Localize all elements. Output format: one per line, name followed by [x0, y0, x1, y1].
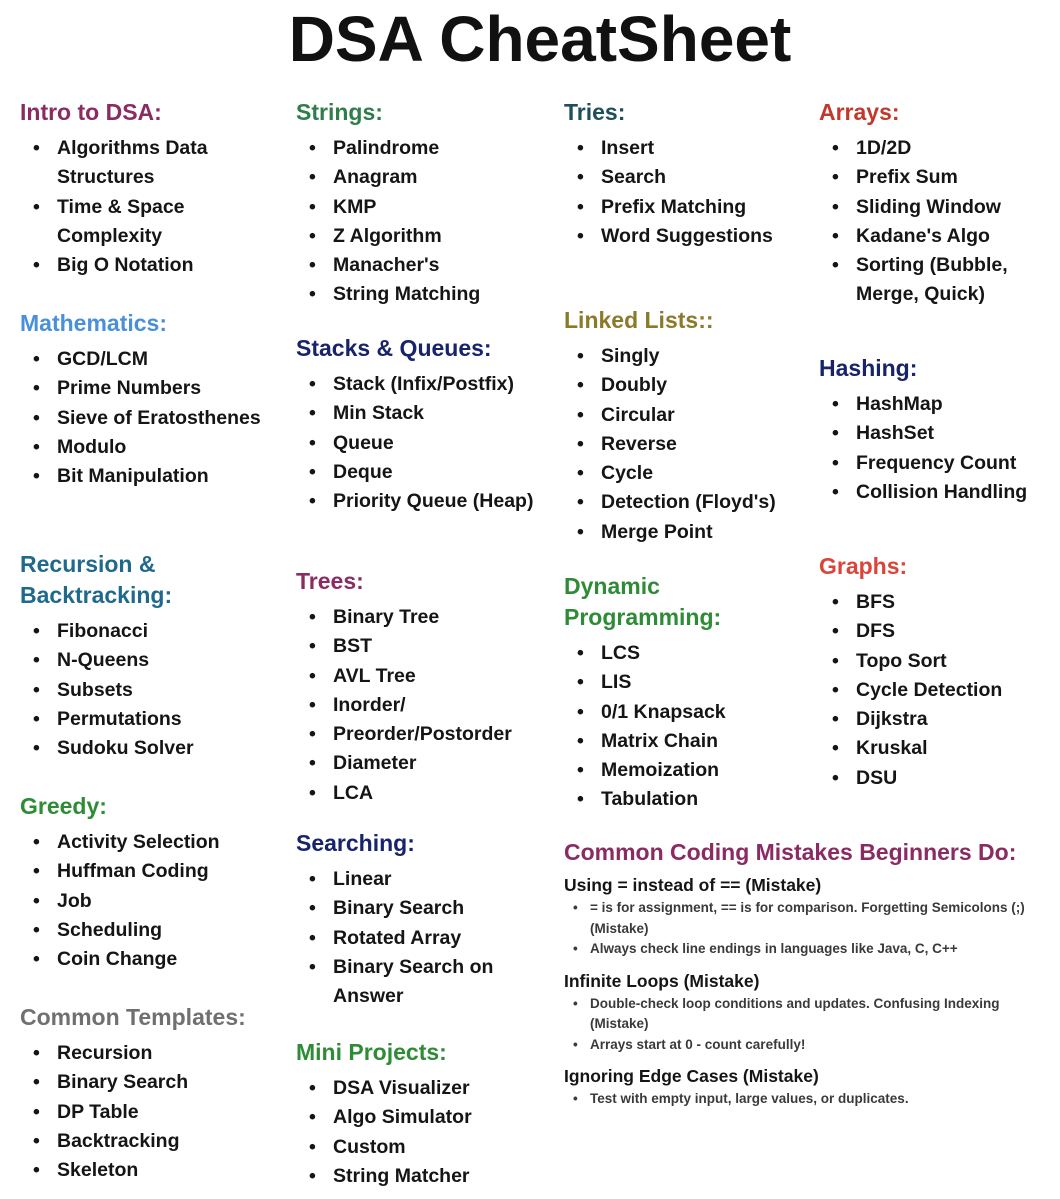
section-graphs	[819, 551, 1054, 793]
list-item: • Tabulation	[564, 785, 804, 814]
list-item: • Rotated Array	[296, 924, 541, 953]
list-item: • Sieve of Eratosthenes	[20, 404, 270, 433]
list-item: • Topo Sort	[819, 647, 1054, 676]
list-item: • Time & Space Complexity	[20, 193, 270, 252]
section-recursion	[20, 549, 270, 763]
list-item: • KMP	[296, 193, 551, 222]
list-item: • Big O Notation	[20, 251, 270, 280]
dp-heading: Dynamic Programming:	[564, 573, 722, 630]
list-item: • Backtracking	[20, 1127, 285, 1156]
list-item: • Priority Queue (Heap)	[296, 487, 551, 516]
section-strings	[296, 97, 551, 310]
mistake-points	[564, 1089, 1044, 1110]
list-item: • 0/1 Knapsack	[564, 698, 804, 727]
list-item: • Memoization	[564, 756, 804, 785]
mistake-title: Infinite Loops (Mistake)	[564, 970, 760, 991]
dp-list	[564, 639, 804, 815]
stacks-heading: Stacks & Queues:	[296, 335, 492, 361]
list-item: • Bit Manipulation	[20, 462, 270, 491]
list-item: • Manacher's	[296, 251, 551, 280]
greedy-heading: Greedy:	[20, 793, 107, 819]
mistake-point: • Arrays start at 0 - count carefully!	[564, 1035, 1044, 1056]
list-item: • Permutations	[20, 705, 270, 734]
list-item: • Insert	[564, 134, 794, 163]
list-item: • BST	[296, 632, 551, 661]
trees-list	[296, 603, 551, 808]
section-linked	[564, 305, 814, 547]
list-item: • Min Stack	[296, 399, 551, 428]
list-item: • Preorder/Postorder	[296, 720, 551, 749]
section-greedy	[20, 791, 270, 974]
list-item: • Prefix Matching	[564, 193, 794, 222]
list-item: • Binary Search	[20, 1068, 285, 1097]
mistake-title: Ignoring Edge Cases (Mistake)	[564, 1066, 819, 1086]
list-item: • Linear	[296, 865, 541, 894]
strings-heading: Strings:	[296, 99, 383, 125]
mini-heading: Mini Projects:	[296, 1039, 447, 1065]
intro-list	[20, 134, 270, 280]
section-stacks	[296, 333, 551, 516]
list-item: • Palindrome	[296, 134, 551, 163]
tries-heading: Tries:	[564, 99, 626, 125]
list-item: • 1D/2D	[819, 134, 1054, 163]
section-trees	[296, 566, 551, 808]
list-item: • Kruskal	[819, 734, 1054, 763]
mistake-groups	[564, 874, 1044, 1110]
list-item: • Diameter	[296, 749, 551, 778]
mistake-point: • Test with empty input, large values, or duplicates.	[564, 1089, 1044, 1110]
list-item: • Binary Tree	[296, 603, 551, 632]
linked-list	[564, 342, 814, 547]
mistake-points	[564, 898, 1044, 960]
mistake-group	[564, 874, 1044, 960]
list-item: • Sorting (Bubble, Merge, Quick)	[819, 251, 1054, 310]
list-item: • Dijkstra	[819, 705, 1054, 734]
list-item: • Prime Numbers	[20, 374, 270, 403]
list-item: • Doubly	[564, 371, 814, 400]
section-hashing	[819, 353, 1059, 507]
mistake-point: • Double-check loop conditions and updates. Confusing Indexing (Mistake)	[564, 994, 1044, 1035]
page-title: DSA CheatSheet	[288, 3, 792, 75]
list-item: • Sliding Window	[819, 193, 1054, 222]
mini-list	[296, 1074, 541, 1191]
list-item: • String Matching	[296, 280, 551, 309]
list-item: • Inorder/	[296, 691, 551, 720]
recursion-list	[20, 617, 270, 763]
math-list	[20, 345, 270, 491]
list-item: • Stack (Infix/Postfix)	[296, 370, 551, 399]
list-item: • Coin Change	[20, 945, 270, 974]
tries-list	[564, 134, 794, 251]
list-item: • Sudoku Solver	[20, 734, 270, 763]
list-item: • Custom	[296, 1133, 541, 1162]
arrays-heading: Arrays:	[819, 99, 900, 125]
list-item: • Binary Search	[296, 894, 541, 923]
list-item: • N-Queens	[20, 646, 270, 675]
searching-list	[296, 865, 541, 1011]
list-item: • Activity Selection	[20, 828, 270, 857]
mistake-points	[564, 994, 1044, 1056]
templates-heading: Common Templates:	[20, 1004, 246, 1030]
section-arrays	[819, 97, 1054, 310]
list-item: • LCA	[296, 779, 551, 808]
list-item: • Skeleton	[20, 1156, 285, 1185]
list-item: • Collision Handling	[819, 478, 1059, 507]
list-item: • Z Algorithm	[296, 222, 551, 251]
list-item: • AVL Tree	[296, 662, 551, 691]
list-item: • Detection (Floyd's)	[564, 488, 814, 517]
list-item: • Anagram	[296, 163, 551, 192]
list-item: • LCS	[564, 639, 804, 668]
section-tries	[564, 97, 794, 251]
mistake-title: Using = instead of == (Mistake)	[564, 875, 822, 895]
graphs-list	[819, 588, 1054, 793]
list-item: • Matrix Chain	[564, 727, 804, 756]
section-templates	[20, 1002, 285, 1185]
list-item: • Cycle Detection	[819, 676, 1054, 705]
list-item: • Deque	[296, 458, 551, 487]
graphs-heading: Graphs:	[819, 553, 908, 579]
linked-heading: Linked Lists::	[564, 307, 714, 333]
list-item: • Circular	[564, 401, 814, 430]
section-mini	[296, 1037, 541, 1191]
list-item: • Algorithms Data Structures	[20, 134, 270, 193]
list-item: • Algo Simulator	[296, 1103, 541, 1132]
list-item: • Queue	[296, 429, 551, 458]
list-item: • Singly	[564, 342, 814, 371]
hashing-list	[819, 390, 1059, 507]
recursion-heading: Recursion & Backtracking:	[20, 551, 173, 608]
strings-list	[296, 134, 551, 310]
mistake-point: • Always check line endings in languages like Java, C, C++	[564, 939, 1044, 960]
list-item: • GCD/LCM	[20, 345, 270, 374]
mistake-group	[564, 970, 1044, 1056]
greedy-list	[20, 828, 270, 974]
list-item: • Fibonacci	[20, 617, 270, 646]
list-item: • BFS	[819, 588, 1054, 617]
list-item: • Reverse	[564, 430, 814, 459]
hashing-heading: Hashing:	[819, 355, 918, 381]
stacks-list	[296, 370, 551, 516]
list-item: • Cycle	[564, 459, 814, 488]
list-item: • LIS	[564, 668, 804, 697]
list-item: • Subsets	[20, 676, 270, 705]
section-mistakes	[564, 837, 1044, 1120]
list-item: • Binary Search on Answer	[296, 953, 541, 1012]
list-item: • Prefix Sum	[819, 163, 1054, 192]
list-item: • Word Suggestions	[564, 222, 794, 251]
section-math	[20, 308, 270, 491]
list-item: • Huffman Coding	[20, 857, 270, 886]
list-item: • HashMap	[819, 390, 1059, 419]
list-item: • Frequency Count	[819, 449, 1059, 478]
math-heading: Mathematics:	[20, 310, 167, 336]
list-item: • Job	[20, 887, 270, 916]
section-dp	[564, 571, 804, 815]
list-item: • Recursion	[20, 1039, 285, 1068]
arrays-list	[819, 134, 1054, 310]
section-searching	[296, 828, 541, 1011]
list-item: • Scheduling	[20, 916, 270, 945]
mistakes-heading: Common Coding Mistakes Beginners Do:	[564, 839, 1017, 865]
mistake-group	[564, 1065, 1044, 1110]
templates-list	[20, 1039, 285, 1185]
list-item: • Merge Point	[564, 518, 814, 547]
list-item: • DSA Visualizer	[296, 1074, 541, 1103]
trees-heading: Trees:	[296, 568, 364, 594]
list-item: • Search	[564, 163, 794, 192]
list-item: • HashSet	[819, 419, 1059, 448]
list-item: • String Matcher	[296, 1162, 541, 1191]
list-item: • DFS	[819, 617, 1054, 646]
list-item: • Modulo	[20, 433, 270, 462]
mistake-point: • = is for assignment, == is for comparison. Forgetting Semicolons (;) (Mistake)	[564, 898, 1044, 939]
intro-heading: Intro to DSA:	[20, 99, 162, 125]
list-item: • Kadane's Algo	[819, 222, 1054, 251]
list-item: • DSU	[819, 764, 1054, 793]
searching-heading: Searching:	[296, 830, 415, 856]
list-item: • DP Table	[20, 1098, 285, 1127]
section-intro	[20, 97, 270, 280]
